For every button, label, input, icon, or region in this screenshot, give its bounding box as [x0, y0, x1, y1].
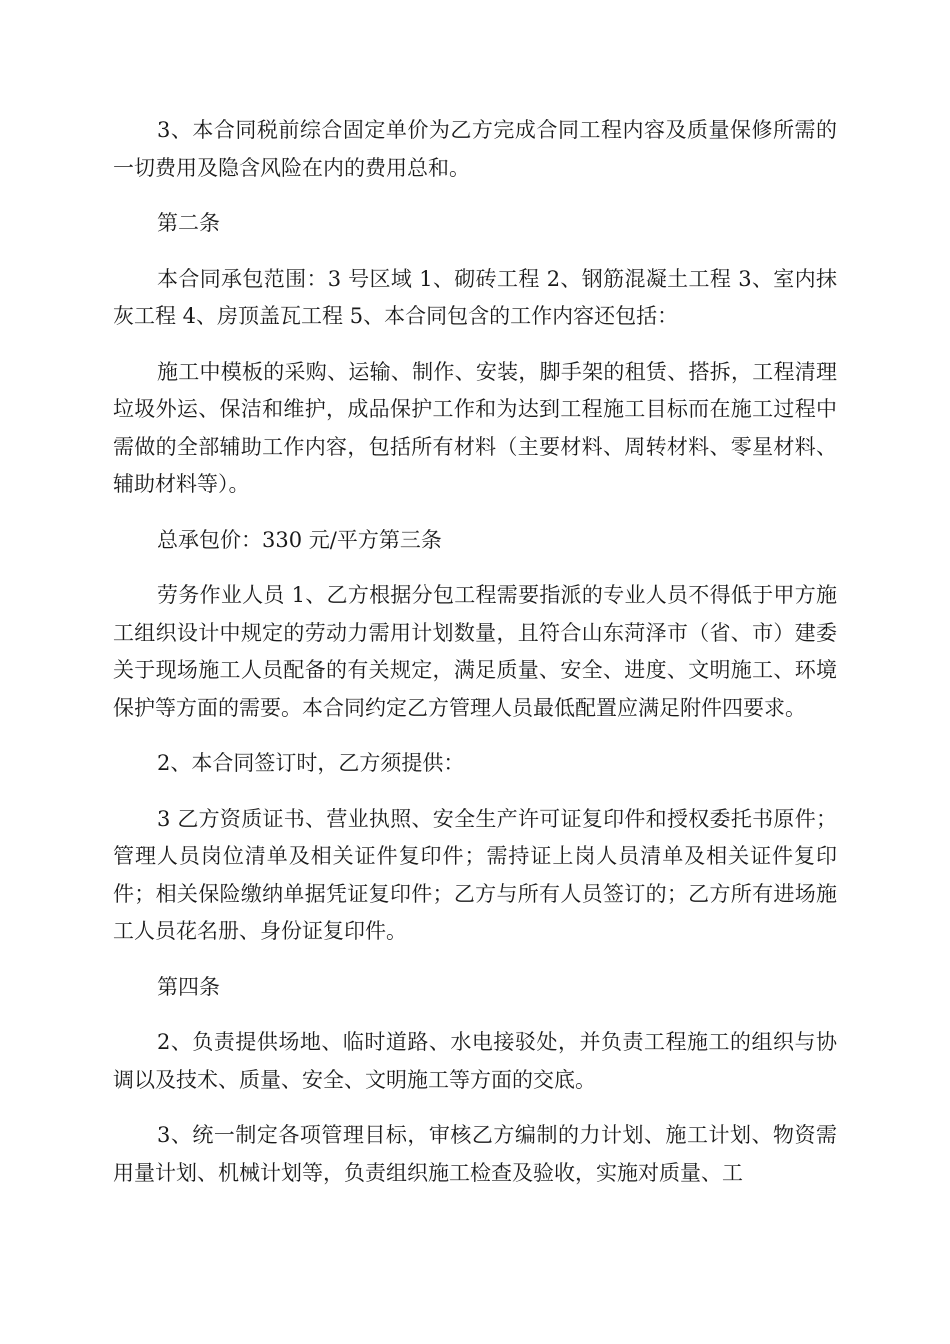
- paragraph-required-documents: 3 乙方资质证书、营业执照、安全生产许可证复印件和授权委托书原件；管理人员岗位清单及相关证件复印件；需持证上岗人员清单及相关证件复印件；相关保险缴纳单据凭证复印件；乙方与所有人员签订的；乙方所有进场施工人员花名册、身份证复印件。: [113, 806, 837, 943]
- paragraph-signing-requirements: 2、本合同签订时，乙方须提供：: [157, 751, 465, 775]
- paragraph-site-provision: 2、负责提供场地、临时道路、水电接驳处，并负责工程施工的组织与协调以及技术、质量、安全、文明施工等方面的交底。: [113, 1030, 837, 1092]
- paragraph-clause-3-price: 3、本合同税前综合固定单价为乙方完成合同工程内容及质量保修所需的一切费用及隐含风险在内的费用总和。: [113, 118, 837, 180]
- heading-article-4: 第四条: [157, 974, 220, 999]
- document-body: [113, 112, 837, 1210]
- heading-article-2: 第二条: [157, 211, 220, 235]
- paragraph-contract-scope: 本合同承包范围：3 号区域 1、砌砖工程 2、钢筋混凝土工程 3、室内抹灰工程 4、房顶盖瓦工程 5、本合同包含的工作内容还包括：: [113, 266, 837, 328]
- paragraph-total-price: 总承包价：330 元/平方第三条: [157, 527, 442, 552]
- paragraph-labor-personnel: 劳务作业人员 1、乙方根据分包工程需要指派的专业人员不得低于甲方施工组织设计中规定的劳动力需用计划数量，且符合山东菏泽市（省、市）建委关于现场施工人员配备的有关规定，满足质量、安全、进度、文明施工、环境保护等方面的需要。本合同约定乙方管理人员最低配置应满足附件四要求。: [113, 583, 837, 720]
- paragraph-scope-details: 施工中模板的采购、运输、制作、安装，脚手架的租赁、搭拆，工程清理垃圾外运、保洁和维护，成品保护工作和为达到工程施工目标而在施工过程中需做的全部辅助工作内容，包括所有材料（主要材料、周转材料、零星材料、辅助材料等）。: [113, 359, 837, 496]
- paragraph-management-targets: 3、统一制定各项管理目标，审核乙方编制的力计划、施工计划、物资需用量计划、机械计划等，负责组织施工检查及验收，实施对质量、工: [113, 1123, 837, 1185]
